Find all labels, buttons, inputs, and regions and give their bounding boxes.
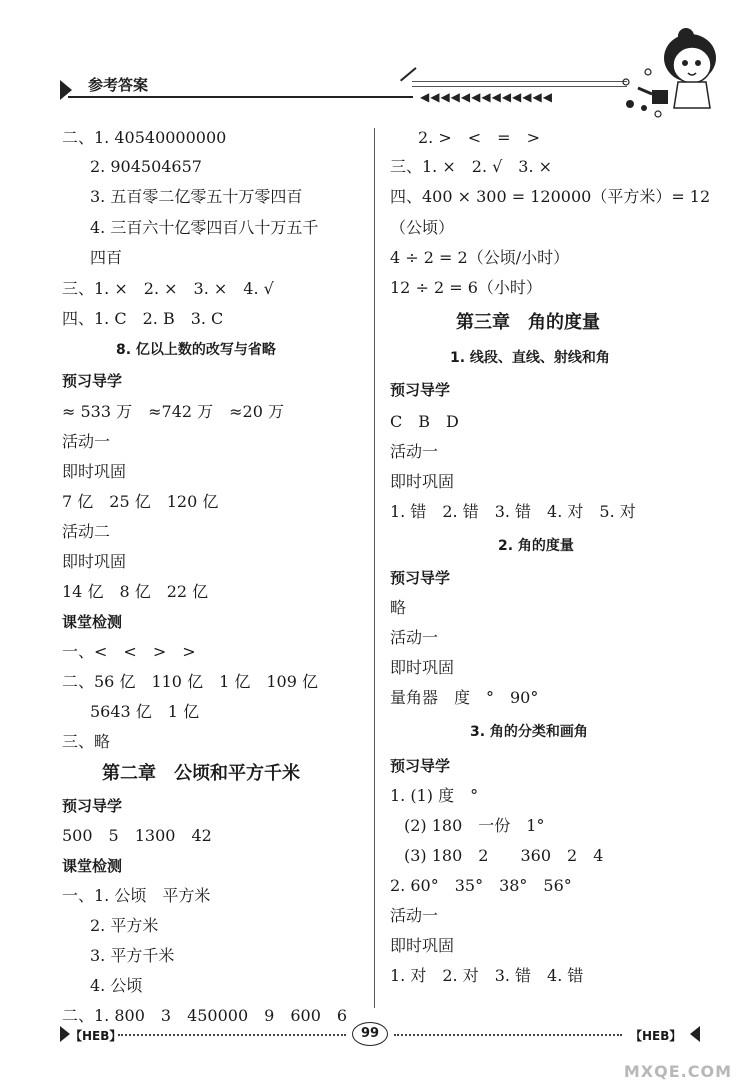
answer-line: 活动二 [62, 522, 111, 541]
answer-line: ≈ 533 万 ≈742 万 ≈20 万 [62, 402, 285, 421]
page-number: 99 [352, 1022, 388, 1046]
answer-line: 1. (1) 度 ° [390, 786, 479, 805]
answer-line: 三、1. × 2. × 3. × 4. √ [62, 279, 274, 298]
answer-line: 活动一 [62, 432, 111, 451]
answer-line: 14 亿 8 亿 22 亿 [62, 582, 209, 601]
answer-line: 即时巩固 [390, 936, 455, 955]
answer-line: 即时巩固 [390, 472, 455, 491]
answer-line: 3. 平方千米 [90, 946, 175, 965]
answer-line: 二、1. 40540000000 [62, 128, 227, 147]
answer-line: 2. 904504657 [90, 157, 202, 176]
answer-line: 12 ÷ 2 = 6（小时） [390, 278, 542, 297]
footer-code-left: 【HEB】 [70, 1029, 122, 1043]
answer-line: 4. 公顷 [90, 976, 143, 995]
answer-line: 三、略 [62, 732, 111, 751]
chapter-title: 第三章 角的度量 [456, 312, 600, 333]
subheading: 课堂检测 [62, 613, 123, 631]
section-title: 1. 线段、直线、射线和角 [450, 350, 610, 366]
footer-code-right: 【HEB】 [630, 1029, 682, 1043]
answer-line: 一、< < > > [62, 642, 196, 661]
footer-arrow-icon [690, 1026, 700, 1042]
answer-line: （公顷） [390, 218, 455, 237]
answer-line: 2. > < = > [418, 128, 540, 147]
answer-line: 500 5 1300 42 [62, 826, 212, 845]
subheading: 预习导学 [390, 381, 451, 399]
header-rule-upper [412, 81, 627, 82]
header-chevron-icon: ◀◀◀◀◀◀◀◀◀◀◀◀◀ [420, 90, 553, 104]
footer-arrow-icon [60, 1026, 70, 1042]
answer-line: 活动一 [390, 906, 439, 925]
answer-line: 四百 [90, 248, 123, 267]
answer-line: 活动一 [390, 628, 439, 647]
subheading: 预习导学 [62, 797, 123, 815]
header-rule-slant [400, 67, 417, 81]
footer-dotted-rule [394, 1034, 622, 1036]
mascot-girl-icon [608, 20, 728, 120]
answer-line: 三、1. × 2. √ 3. × [390, 157, 553, 176]
answer-line: 3. 五百零二亿零五十万零四百 [90, 187, 303, 206]
answer-line: 活动一 [390, 442, 439, 461]
section-title: 2. 角的度量 [498, 538, 574, 554]
answer-line: 7 亿 25 亿 120 亿 [62, 492, 219, 511]
header-rule [68, 96, 413, 98]
section-title: 8. 亿以上数的改写与省略 [116, 342, 276, 358]
answer-line: 4 ÷ 2 = 2（公顷/小时） [390, 248, 570, 267]
answer-line: 1. 对 2. 对 3. 错 4. 错 [390, 966, 584, 985]
answer-line: (2) 180 一份 1° [404, 816, 545, 835]
answer-line: 即时巩固 [62, 462, 127, 481]
answer-line: 四、1. C 2. B 3. C [62, 309, 224, 328]
answer-line: 量角器 度 ° 90° [390, 688, 539, 707]
column-divider [374, 128, 375, 1008]
subheading: 预习导学 [390, 757, 451, 775]
header-rule-lower [412, 86, 627, 87]
answer-line: C B D [390, 412, 459, 431]
subheading: 课堂检测 [62, 857, 123, 875]
answer-line: 即时巩固 [390, 658, 455, 677]
answer-line: 2. 平方米 [90, 916, 159, 935]
section-title: 3. 角的分类和画角 [470, 724, 588, 740]
chapter-title: 第二章 公顷和平方千米 [102, 763, 300, 784]
answer-line: 二、1. 800 3 450000 9 600 6 [62, 1006, 348, 1025]
answer-line: (3) 180 2 360 2 4 [404, 846, 604, 865]
answer-line: 2. 60° 35° 38° 56° [390, 876, 572, 895]
header-title: 参考答案 [88, 76, 149, 94]
answer-line: 略 [390, 598, 407, 617]
answer-line: 四、400 × 300 = 120000（平方米）= 12 [390, 187, 711, 206]
subheading: 预习导学 [62, 372, 123, 390]
answer-line: 1. 错 2. 错 3. 错 4. 对 5. 对 [390, 502, 636, 521]
answer-line: 4. 三百六十亿零四百八十万五千 [90, 218, 319, 237]
answer-line: 二、56 亿 110 亿 1 亿 109 亿 [62, 672, 318, 691]
subheading: 预习导学 [390, 569, 451, 587]
answer-line: 即时巩固 [62, 552, 127, 571]
answer-line: 一、1. 公顷 平方米 [62, 886, 211, 905]
answer-line: 5643 亿 1 亿 [90, 702, 200, 721]
watermark: MXQE.COM [623, 1062, 732, 1081]
footer-dotted-rule [118, 1034, 346, 1036]
